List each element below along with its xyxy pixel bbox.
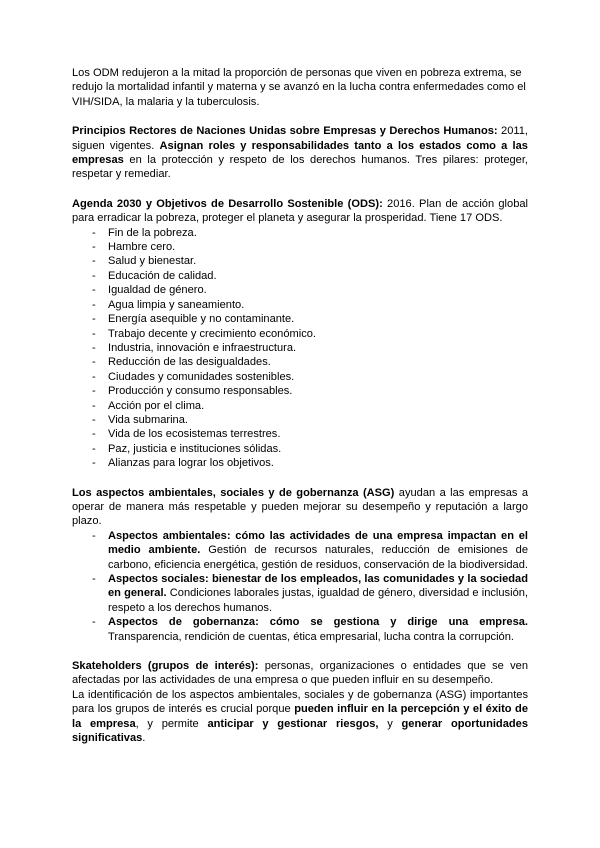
list-item: - Alianzas para lograr los objetivos. [72,456,528,470]
document-body [72,66,528,745]
list-item: - Educación de calidad. [72,269,528,283]
odm-text: Los ODM redujeron a la mitad la proporción de personas que viven en pobreza extrema, se redujo la mortalidad infantil y materna y se avanzó en la lucha contra enfermedades como el VIH/SIDA, la malaria y la tuberculosis. [72,67,526,108]
list-item: - Producción y consumo responsables. [72,384,528,398]
asg-paragraph [72,486,528,529]
ods-list [72,226,528,471]
stakeholders-p2-bold-2: anticipar y gestionar riesgos, [207,717,379,730]
stakeholders-paragraph-2 [72,688,528,746]
asg-item-gobernanza [72,615,528,644]
principios-text-3: en la protección y respeto de los derechos humanos. Tres pilares: proteger, respetar y remediar. [72,154,528,181]
asg-title: Los aspectos ambientales, sociales y de gobernanza (ASG) [72,486,395,499]
principios-text-1: 2011, siguen vigentes. [72,125,528,152]
list-item: - Industria, innovación e infraestructura. [72,341,528,355]
principios-title: Principios Rectores de Naciones Unidas sobre Empresas y Derechos Humanos: [72,125,498,138]
asg-item-text: Transparencia, rendición de cuentas, ética empresarial, lucha contra la corrupción. [108,630,514,643]
list-item: - Igualdad de género. [72,283,528,297]
list-item: - Trabajo decente y crecimiento económico. [72,327,528,341]
list-item: - Energía asequible y no contaminante. [72,312,528,326]
stakeholders-p2-text-3: y [378,717,402,730]
list-item: - Fin de la pobreza. [72,226,528,240]
odm-paragraph [72,66,528,109]
list-item: - Paz, justicia e instituciones sólidas. [72,442,528,456]
agenda-text: 2016. Plan de acción global para erradicar la pobreza, proteger el planeta y asegurar la prosperidad. Tiene 17 ODS. [72,197,528,225]
list-item: - Agua limpia y saneamiento. [72,298,528,312]
stakeholders-title: Skateholders (grupos de interés): [72,660,259,673]
asg-item-bold: Aspectos de gobernanza: cómo se gestiona y dirige una empresa. [108,616,528,629]
list-item: - Salud y bienestar. [72,254,528,268]
asg-item-bold: Aspectos ambientales: cómo las actividades de una empresa impactan en el medio ambiente. [108,529,528,557]
stakeholders-p2-text-1: La identificación de los aspectos ambientales, sociales y de gobernanza (ASG) importantes para los grupos de interés es crucial porque [72,688,528,716]
list-item: - Vida de los ecosistemas terrestres. [72,427,528,441]
stakeholders-text: personas, organizaciones o entidades que se ven afectadas por las actividades de una empresa o que pueden influir en su desempeño. [72,660,528,687]
asg-item-ambientales [72,529,528,572]
list-item: - Acción por el clima. [72,399,528,413]
stakeholders-p2-text-2: , y permite [135,717,208,730]
list-item: - Vida submarina. [72,413,528,427]
list-item: - Ciudades y comunidades sostenibles. [72,370,528,384]
stakeholders-p2-text-4: . [142,732,146,745]
asg-text: ayudan a las empresas a operar de manera más respetable y pueden mejorar su desempeño y reputación a largo plazo. [72,486,528,528]
asg-list [72,529,528,644]
stakeholders-p2-bold-3: generar oportunidades significativas [72,717,528,745]
asg-item-text: Gestión de recursos naturales, reducción de emisiones de carbono, eficiencia energética, gestión de residuos, conservación de la biodiversidad. [108,544,528,571]
asg-item-sociales [72,572,528,615]
agenda-title: Agenda 2030 y Objetivos de Desarrollo Sostenible (ODS): [72,197,383,210]
stakeholders-paragraph [72,659,528,688]
principios-paragraph [72,124,528,182]
list-item: - Hambre cero. [72,240,528,254]
asg-item-text: Condiciones laborales justas, igualdad de género, diversidad e inclusión, respeto a los derechos humanos. [108,587,528,614]
principios-bold-2: Asignan roles y responsabilidades tanto a los estados como a las empresas [72,139,528,167]
agenda-paragraph [72,197,528,226]
stakeholders-p2-bold-1: pueden influir en la percepción y el éxito de la empresa [72,703,529,730]
list-item: - Reducción de las desigualdades. [72,355,528,369]
asg-item-bold: Aspectos sociales: bienestar de los empleados, las comunidades y la sociedad en general. [108,573,528,600]
